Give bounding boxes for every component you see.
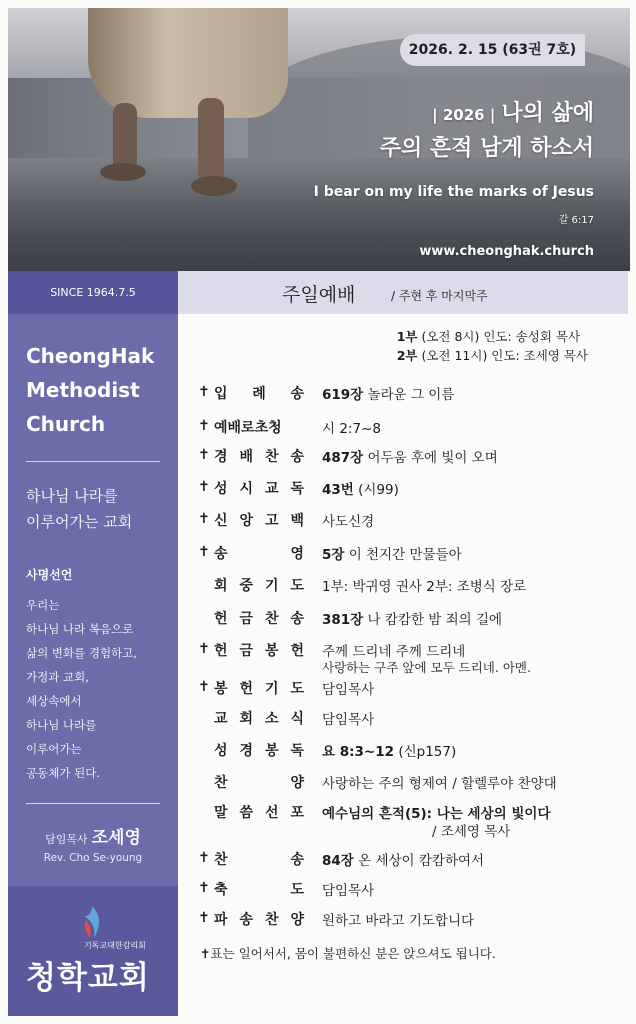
divider bbox=[26, 803, 160, 804]
flame-icon bbox=[80, 904, 104, 940]
cross-icon: ✝ bbox=[198, 384, 210, 400]
cross-icon: ✝ bbox=[198, 679, 210, 695]
service-2: 2부 (오전 11시) 인도: 조세영 목사 bbox=[396, 348, 588, 363]
order-row bbox=[194, 508, 614, 536]
church-name: CheongHak Methodist Church bbox=[26, 344, 155, 436]
mission-statement: 우리는 하나님 나라 복음으로 삶의 변화를 경험하고, 가정과 교회, 세상속에서 하나님 나라를 이루어가는 공동체가 된다. bbox=[26, 598, 137, 780]
cross-icon: ✝ bbox=[198, 880, 210, 896]
footnote: ✝표는 일어서서, 몸이 불편하신 분은 앉으셔도 됩니다. bbox=[200, 946, 496, 961]
order-content: 담임목사 bbox=[322, 883, 375, 899]
order-label: 교 회 소 식 bbox=[214, 711, 304, 727]
order-content: 담임목사 bbox=[322, 712, 375, 728]
order-content: 487장 어두움 후에 빛이 오며 bbox=[322, 450, 498, 466]
worship-title: 주일예배 bbox=[282, 284, 356, 306]
cross-icon: ✝ bbox=[198, 910, 210, 926]
order-label: 신 앙 고 백 bbox=[214, 513, 304, 529]
order-row bbox=[194, 847, 614, 875]
logo-text: 청학교회 bbox=[26, 960, 150, 996]
order-row bbox=[194, 907, 614, 935]
order-row bbox=[194, 541, 614, 569]
order-row bbox=[194, 770, 614, 798]
order-label: 찬 송 bbox=[214, 852, 304, 868]
order-row bbox=[194, 606, 614, 634]
order-label: 찬 양 bbox=[214, 775, 304, 791]
order-row bbox=[194, 415, 614, 443]
order-label: 입 례 송 bbox=[214, 386, 304, 402]
order-content: 619장 놀라운 그 이름 bbox=[322, 387, 455, 403]
order-content: 예수님의 흔적(5): 나는 세상의 빛이다 / 조세영 목사 bbox=[322, 806, 551, 840]
church-logo bbox=[8, 886, 178, 1016]
slogan: 하나님 나라를 이루어가는 교회 bbox=[26, 487, 133, 531]
order-label: 경 배 찬 송 bbox=[214, 449, 304, 465]
order-content: 84장 온 세상이 캄캄하여서 bbox=[322, 853, 485, 869]
order-row bbox=[194, 706, 614, 734]
order-content: 1부: 박귀영 권사 2부: 조병식 장로 bbox=[322, 579, 527, 595]
order-row bbox=[194, 476, 614, 504]
order-content: 43번 (시99) bbox=[322, 482, 399, 498]
order-content: 381장 나 캄캄한 밤 죄의 길에 bbox=[322, 612, 503, 628]
order-label: 성 경 봉 독 bbox=[214, 743, 304, 759]
order-content: 담임목사 bbox=[322, 682, 375, 698]
theme-reference: 갈 6:17 bbox=[558, 215, 594, 226]
cross-icon: ✝ bbox=[198, 418, 210, 434]
theme-line1: | 2026 | 나의 삶에 bbox=[432, 101, 594, 126]
order-label: 회 중 기 도 bbox=[214, 578, 304, 594]
order-label: 헌 금 봉 헌 bbox=[214, 643, 304, 659]
order-row bbox=[194, 800, 614, 840]
order-content: 주께 드리네 주께 드리네 사랑하는 구주 앞에 모두 드리네. 아멘. bbox=[322, 644, 531, 675]
service-1: 1부 (오전 8시) 인도: 송성회 목사 bbox=[396, 329, 581, 344]
pastor-english: Rev. Cho Se-young bbox=[43, 852, 143, 864]
order-row bbox=[194, 573, 614, 601]
order-content: 사도신경 bbox=[322, 514, 375, 530]
since-label: SINCE 1964.7.5 bbox=[8, 271, 178, 314]
worship-subtitle: / 주현 후 마지막주 bbox=[391, 289, 488, 303]
order-row bbox=[194, 444, 614, 472]
order-label: 송 영 bbox=[214, 546, 304, 562]
cross-icon: ✝ bbox=[198, 850, 210, 866]
cross-icon: ✝ bbox=[198, 447, 210, 463]
header-image bbox=[8, 8, 630, 271]
mission-title: 사명선언 bbox=[26, 568, 73, 582]
service-times bbox=[397, 327, 588, 365]
pastor: 담임목사 조세영 bbox=[45, 828, 141, 848]
order-row bbox=[194, 676, 614, 704]
worship-header bbox=[178, 271, 628, 314]
order-label: 축 도 bbox=[214, 882, 304, 898]
denomination: 기독교대한감리회 bbox=[84, 941, 146, 950]
cross-icon: ✝ bbox=[198, 544, 210, 560]
order-label: 헌 금 찬 송 bbox=[214, 611, 304, 627]
website: www.cheonghak.church bbox=[419, 244, 594, 259]
order-label: 봉 헌 기 도 bbox=[214, 681, 304, 697]
theme-line2: 주의 흔적 남게 하소서 bbox=[379, 136, 594, 161]
order-label: 말 씀 선 포 bbox=[214, 805, 304, 821]
order-row bbox=[194, 638, 614, 675]
order-label: 파 송 찬 양 bbox=[214, 912, 304, 928]
sidebar bbox=[8, 271, 178, 1016]
order-content: 사랑하는 주의 형제여 / 할렐루야 찬양대 bbox=[322, 776, 557, 792]
divider bbox=[26, 461, 160, 462]
order-content: 시 2:7~8 bbox=[322, 421, 381, 437]
order-content: 원하고 바라고 기도합니다 bbox=[322, 913, 475, 929]
order-label: 예배로초청 bbox=[214, 420, 282, 436]
theme-english: I bear on my life the marks of Jesus bbox=[313, 184, 594, 200]
order-row bbox=[194, 877, 614, 905]
issue-date: 2026. 2. 15 (63권 7호) bbox=[400, 34, 585, 66]
order-row bbox=[194, 381, 614, 409]
cross-icon: ✝ bbox=[198, 641, 210, 657]
order-label: 성 시 교 독 bbox=[214, 481, 304, 497]
order-content: 5장 이 천지간 만물들아 bbox=[322, 547, 462, 563]
order-row bbox=[194, 738, 614, 766]
cross-icon: ✝ bbox=[198, 479, 210, 495]
order-content: 요 8:3~12 (신p157) bbox=[322, 744, 457, 760]
cross-icon: ✝ bbox=[198, 511, 210, 527]
